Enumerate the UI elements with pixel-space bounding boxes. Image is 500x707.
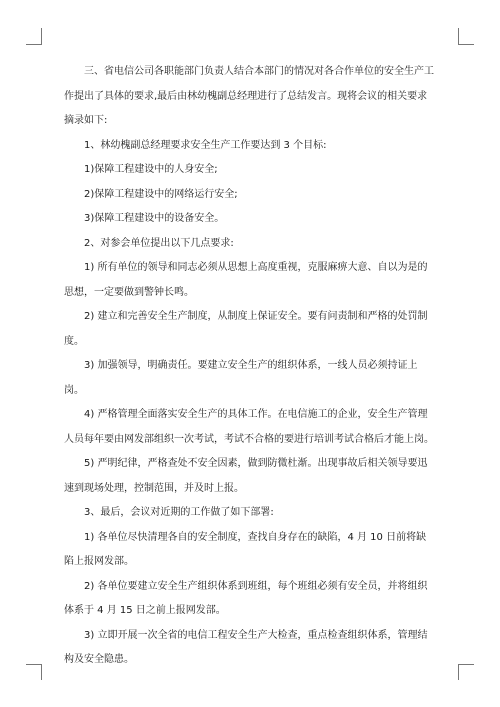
document-body	[64, 60, 436, 673]
paragraph-goal-2: 2)保障工程建设中的网络运行安全;	[84, 188, 238, 200]
paragraph-requirements-heading: 2、对参会单位提出以下几点要求:	[84, 237, 234, 249]
paragraph-requirement-1: 1) 所有单位的领导和同志必须从思想上高度重视，克服麻痹大意、自以为是的思想，一定要做到警钟长鸣。	[64, 262, 428, 298]
paragraph-requirement-4: 4) 严格管理全面落实安全生产的具体工作。在电信施工的企业，安全生产管理人员每年要由网发部组织一次考试，考试不合格的要进行培训考试合格后才能上岗。	[64, 409, 434, 445]
paragraph-deployment-3: 3) 立即开展一次全省的电信工程安全生产大检查，重点检查组织体系，管理结构及安全隐患。	[64, 629, 428, 665]
paragraph-goal-1: 1)保障工程建设中的人身安全;	[84, 164, 218, 175]
paragraph-goal-3: 3)保障工程建设中的设备安全。	[84, 213, 225, 224]
paragraph-requirement-2: 2) 建立和完善安全生产制度，从制度上保证安全。要有问责制和严格的处罚制度。	[64, 311, 428, 347]
paragraph-deployment-heading: 3、最后，会议对近期的工作做了如下部署:	[84, 507, 274, 518]
paragraph-section-3-intro: 三、省电信公司各职能部门负责人结合本部门的情况对各合作单位的安全生产工作提出了具体的要求,最后由林幼槐副总经理进行了总结发言。现将会议的相关要求摘录如下:	[64, 66, 434, 126]
paragraph-goals-heading: 1、林幼槐副总经理要求安全生产工作要达到 3 个目标:	[84, 139, 327, 151]
paragraph-deployment-1: 1) 各单位尽快清理各自的安全制度，查找自身存在的缺陷，4 月 10 日前将缺陷上报网发部。	[64, 531, 427, 567]
paragraph-requirement-5: 5) 严明纪律，严格查处不安全因素，做到防微杜渐。出现事故后相关领导要迅速到现场处理，控制范围，并及时上报。	[64, 458, 428, 494]
paragraph-requirement-3: 3) 加强领导，明确责任。要建立安全生产的组织体系，一线人员必须持证上岗。	[64, 360, 418, 396]
paragraph-deployment-2: 2) 各单位要建立安全生产组织体系到班组，每个班组必须有安全员，并将组织体系于 4 月 15 日之前上报网发部。	[64, 580, 428, 616]
